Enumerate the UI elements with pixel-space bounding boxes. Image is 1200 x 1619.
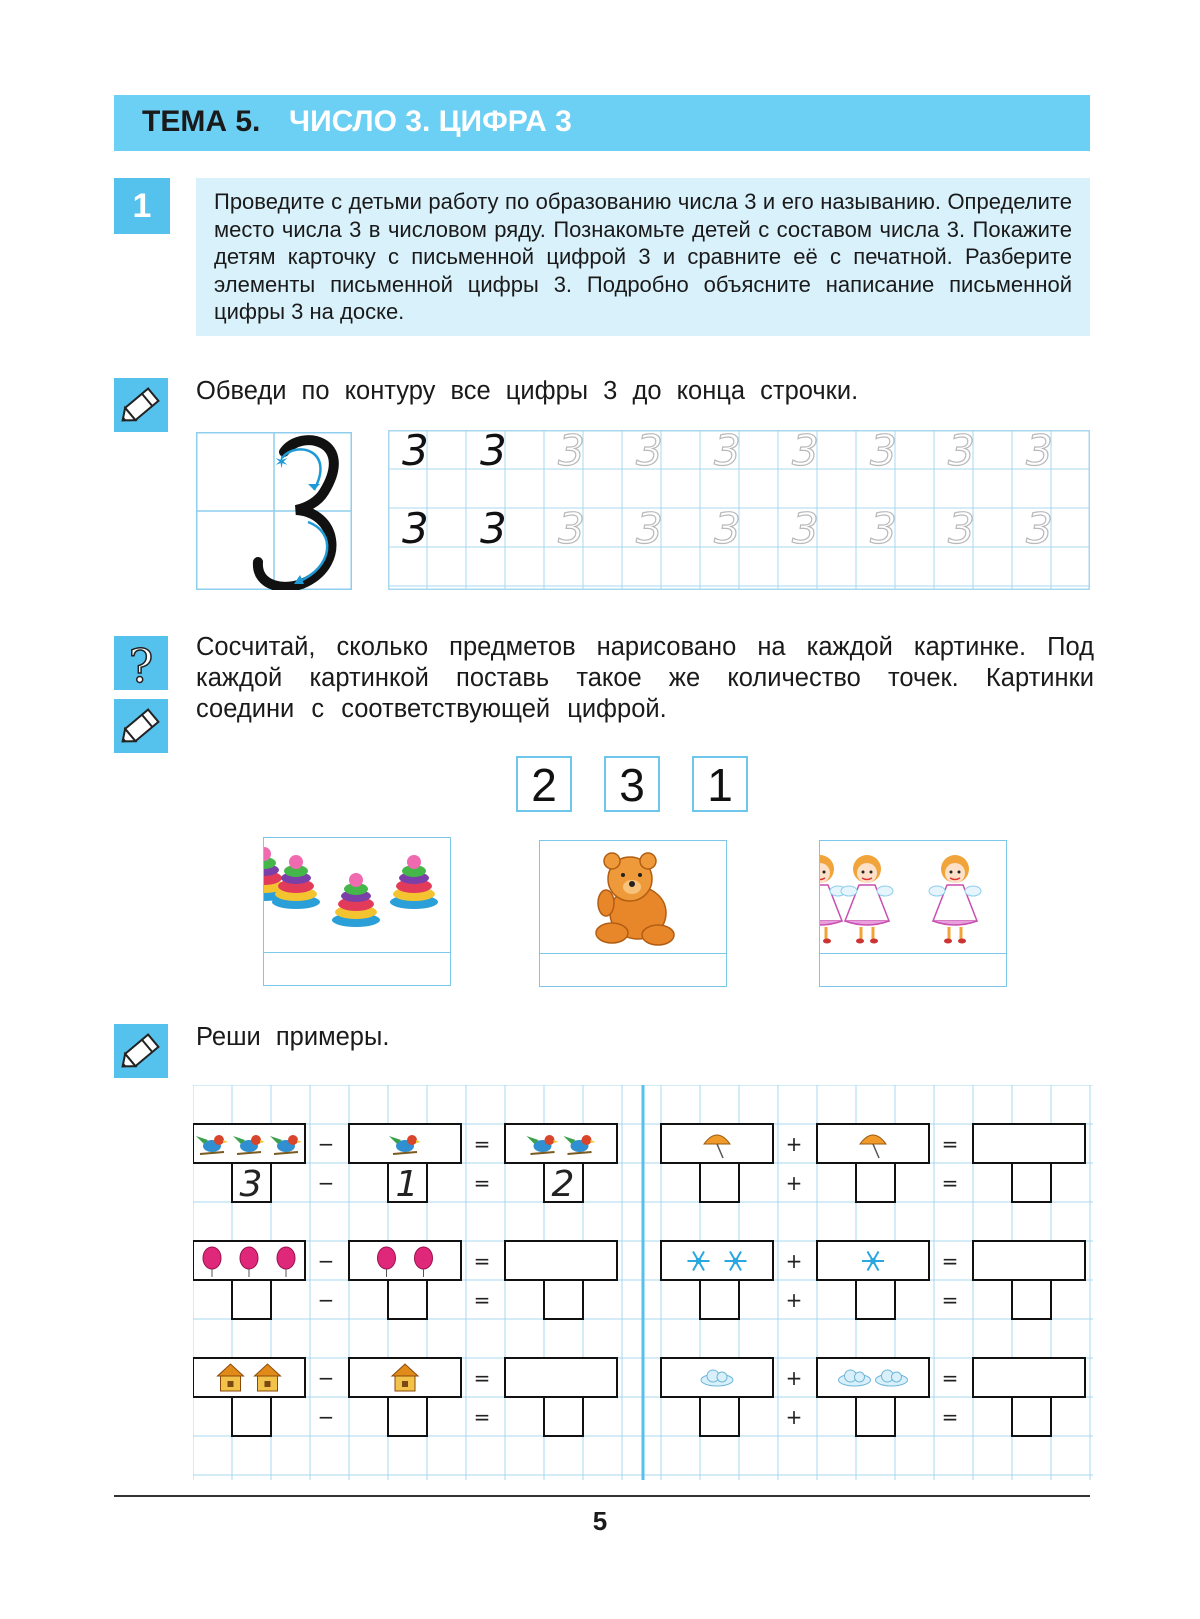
example-row [193, 1358, 617, 1436]
example-row [661, 1124, 1085, 1202]
answer-digit: 2 [551, 1164, 575, 1205]
operator-sign: − [317, 1171, 335, 1195]
answer-box[interactable] [856, 1163, 895, 1202]
picture-box[interactable] [973, 1124, 1085, 1163]
answer-box[interactable] [232, 1280, 271, 1319]
picture-box[interactable] [661, 1241, 773, 1280]
svg-text:✶: ✶ [274, 452, 290, 473]
digit-3-trace[interactable]: 3 [792, 430, 819, 475]
footer-divider [114, 1495, 1090, 1497]
picture-card-bear[interactable] [539, 840, 727, 987]
dots-line[interactable] [264, 952, 450, 985]
example-row [661, 1358, 1085, 1436]
operator-sign: + [785, 1366, 803, 1390]
answer-box[interactable] [544, 1280, 583, 1319]
digit-3-trace[interactable]: 3 [792, 504, 819, 553]
operator-sign: + [785, 1171, 803, 1195]
digit-card[interactable]: 3 [604, 756, 660, 812]
pyramid-toy-icon [264, 838, 450, 950]
dots-line[interactable] [820, 953, 1006, 986]
digit-3-trace[interactable]: 3 [714, 504, 741, 553]
answer-box[interactable] [1012, 1163, 1051, 1202]
operator-sign: − [317, 1249, 335, 1273]
operator-sign: + [785, 1405, 803, 1429]
operator-sign: + [785, 1249, 803, 1273]
picture-box[interactable] [505, 1124, 617, 1163]
picture-box[interactable] [973, 1358, 1085, 1397]
equals-sign: = [473, 1249, 491, 1273]
digit-3-trace[interactable]: 3 [636, 430, 663, 475]
equals-sign: = [473, 1171, 491, 1195]
example-row [193, 1241, 617, 1319]
answer-box[interactable] [388, 1397, 427, 1436]
digit-card[interactable]: 2 [516, 756, 572, 812]
answer-box[interactable] [856, 1280, 895, 1319]
answer-box[interactable] [1012, 1397, 1051, 1436]
answer-box[interactable] [232, 1397, 271, 1436]
pencil-icon [114, 699, 168, 753]
examples-grid [193, 1085, 1093, 1480]
operator-sign: − [317, 1366, 335, 1390]
digit-3-trace[interactable]: 3 [948, 430, 975, 475]
example-row [193, 1124, 617, 1205]
digit-3-sample: 3 [480, 504, 507, 553]
page-number: 5 [592, 1506, 608, 1536]
digit-3-sample: 3 [480, 430, 507, 475]
equals-sign: = [473, 1405, 491, 1429]
pencil-icon [114, 1024, 168, 1078]
digit-3-trace[interactable]: 3 [948, 504, 975, 553]
equals-sign: = [473, 1132, 491, 1156]
teacher-note-box [196, 178, 1090, 336]
answer-box[interactable] [1012, 1280, 1051, 1319]
answer-box[interactable] [700, 1397, 739, 1436]
picture-box[interactable] [193, 1358, 305, 1397]
picture-box[interactable] [505, 1358, 617, 1397]
examples-instruction: Реши примеры. [196, 1023, 390, 1051]
count-instruction: Сосчитай, сколько предметов нарисовано на каждой картинке. Под каждой картинкой поставь такое же количество точек. Картинки соедини с соответствующей цифрой. [196, 633, 1094, 723]
answer-box[interactable] [856, 1397, 895, 1436]
picture-box[interactable] [817, 1358, 929, 1397]
digit-3-trace[interactable]: 3 [636, 504, 663, 553]
operator-sign: + [785, 1288, 803, 1312]
question-icon [114, 636, 168, 690]
sample-digit-3 [196, 432, 352, 590]
teacher-note: Проведите с детьми работу по образованию числа 3 и его называнию. Определите место числа 3 в числовом ряду. Познакомьте детей с составом числа 3. Покажите детям карточку с письменной цифрой 3 и сравните её с печатной. Разберите элементы письменной цифры 3. Подробно объясните написание письменной цифры 3 на доске. [214, 189, 1072, 324]
digit-3-trace[interactable]: 3 [870, 430, 897, 475]
picture-box[interactable] [349, 1241, 461, 1280]
equals-sign: = [473, 1288, 491, 1312]
digit-3-trace[interactable]: 3 [1026, 504, 1053, 553]
digit-3-trace[interactable]: 3 [1026, 430, 1053, 475]
answer-box[interactable] [388, 1280, 427, 1319]
answer-digit: 1 [395, 1164, 419, 1205]
equals-sign: = [941, 1132, 959, 1156]
equals-sign: = [473, 1366, 491, 1390]
equals-sign: = [941, 1171, 959, 1195]
operator-sign: − [317, 1288, 335, 1312]
equals-sign: = [941, 1249, 959, 1273]
trace-instruction: Обведи по контуру все цифры 3 до конца строчки. [196, 377, 859, 405]
answer-box[interactable] [700, 1280, 739, 1319]
digit-3-trace[interactable]: 3 [714, 430, 741, 475]
dots-line[interactable] [540, 953, 726, 986]
topic-label: ТЕМА 5. [142, 105, 261, 138]
operator-sign: + [785, 1132, 803, 1156]
digit-3-sample: 3 [402, 430, 429, 475]
digit-3-trace[interactable]: 3 [870, 504, 897, 553]
picture-box[interactable] [505, 1241, 617, 1280]
equals-sign: = [941, 1366, 959, 1390]
section-number: 1 [114, 178, 170, 234]
equals-sign: = [941, 1405, 959, 1429]
picture-card-dolls[interactable] [819, 840, 1007, 987]
trace-grid [388, 430, 1090, 590]
digit-3-trace[interactable]: 3 [558, 504, 585, 553]
answer-box[interactable] [700, 1163, 739, 1202]
answer-box[interactable] [544, 1397, 583, 1436]
example-row [661, 1241, 1085, 1319]
answer-digit: 3 [239, 1164, 263, 1205]
operator-sign: − [317, 1132, 335, 1156]
teddy-bear-icon [540, 841, 726, 953]
svg-text:?: ? [128, 639, 154, 690]
picture-card-pyramids[interactable] [263, 837, 451, 986]
equals-sign: = [941, 1288, 959, 1312]
doll-icon [820, 841, 1006, 953]
digit-card[interactable]: 1 [692, 756, 748, 812]
operator-sign: − [317, 1405, 335, 1429]
topic-title: ЧИСЛО 3. ЦИФРА 3 [289, 105, 572, 138]
picture-box[interactable] [973, 1241, 1085, 1280]
topic-header [114, 95, 1090, 151]
digit-3-sample: 3 [402, 504, 429, 553]
digit-3-trace[interactable]: 3 [558, 430, 585, 475]
pencil-icon [114, 378, 168, 432]
